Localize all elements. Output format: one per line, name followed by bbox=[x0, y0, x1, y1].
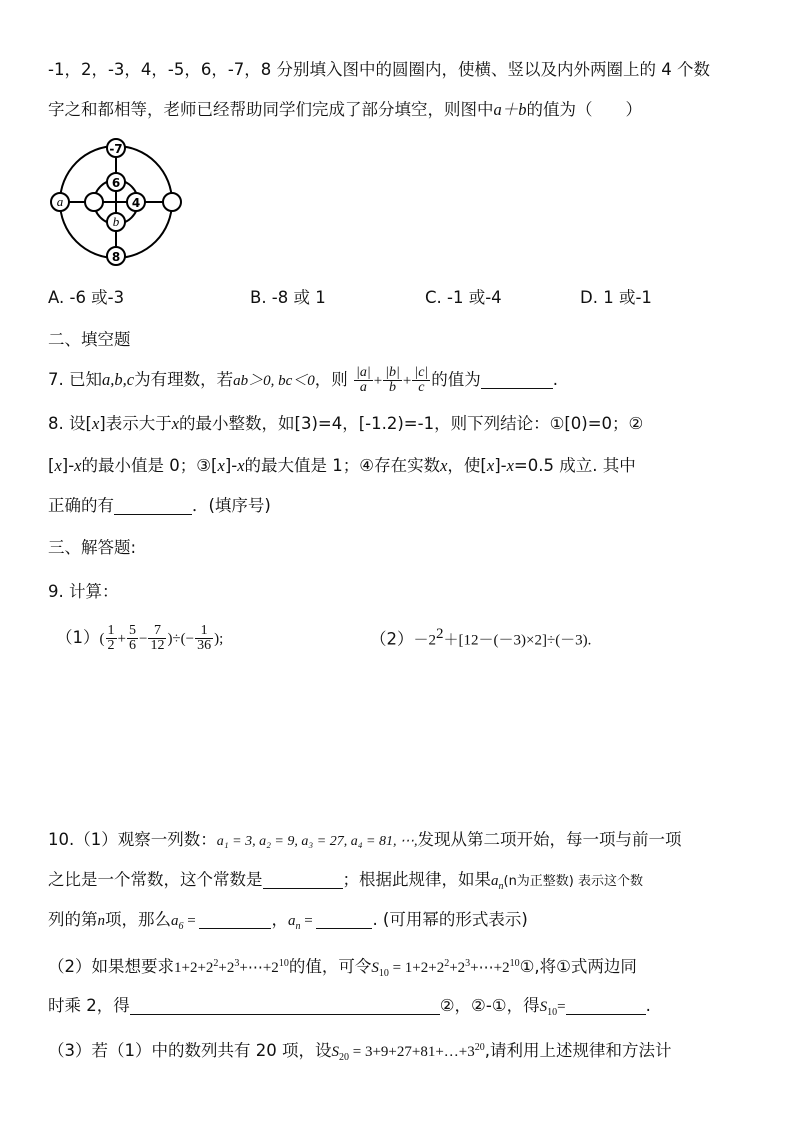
node-inner-bottom bbox=[107, 213, 125, 231]
q10-line4: （2）如果想要求$1+2+2^2+2^3+\cdots+2^{10}$的值，可令$S_{10}$ = $1+2+2^2+2^3+\cdots+2^{10}①$,将①式两边同 bbox=[48, 957, 637, 979]
node-left bbox=[51, 193, 69, 211]
answer-blank[interactable] bbox=[316, 910, 372, 929]
q9-part2: $(2)-2^2+[12-(-3)\times 2]\div(-3)$. bbox=[370, 626, 592, 649]
svg-text:a: a bbox=[56, 194, 64, 209]
node-left-inner bbox=[85, 193, 103, 211]
section-fill-blank-title: 二、填空题 bbox=[48, 330, 131, 349]
q10-line6: （3）若（1）中的数列共有 20 项，设$S_{20}$ = $3+9+27+81+\dots+3^{20}$,请利用上述规律和方法计 bbox=[48, 1041, 672, 1063]
answer-blank[interactable] bbox=[263, 870, 343, 889]
option-d: D. 1 或-1 bbox=[580, 288, 652, 307]
q6-line1: -1，2，-3，4，-5，6，-7，8 分别填入图中的圆圈内，使横、竖以及内外两圈上的 4 个数 bbox=[48, 60, 711, 79]
answer-blank[interactable] bbox=[566, 996, 646, 1015]
answer-blank[interactable] bbox=[130, 996, 440, 1015]
option-a: A. -6 或-3 bbox=[48, 288, 125, 307]
q6-line2: 字之和都相等，老师已经帮助同学们完成了部分填空，则图中a＋b的值为（ ） bbox=[48, 100, 642, 119]
answer-blank[interactable] bbox=[481, 370, 553, 389]
q8-line1: 8. 设[x]表示大于x的最小整数，如[3)=4，[-1.2)=-1，则下列结论：①[0)=0；② bbox=[48, 414, 644, 433]
option-b: B. -8 或 1 bbox=[250, 288, 326, 307]
node-right bbox=[163, 193, 181, 211]
q10-line3: 列的第n项，那么$a_6$ = ，$a_n$ = . (可用幂的形式表示) bbox=[48, 910, 528, 932]
node-top bbox=[107, 139, 125, 157]
svg-text:-7: -7 bbox=[109, 142, 123, 156]
answer-blank[interactable] bbox=[114, 496, 192, 515]
section-solve-title: 三、解答题: bbox=[48, 538, 137, 557]
option-c: C. -1 或-4 bbox=[425, 288, 502, 307]
q10-line5: 时乘 2，得 ②，②-①，得$S_{10}=$ . bbox=[48, 996, 651, 1018]
q9-title: 9. 计算： bbox=[48, 582, 119, 601]
answer-blank[interactable] bbox=[199, 910, 271, 929]
fraction-a: $\frac{|a|}{a}$ bbox=[356, 365, 371, 395]
fraction-b: $\frac{|b|}{b}$ bbox=[385, 365, 400, 395]
q8-line2: [x]-x的最小值是 0；③[x]-x的最大值是 1；④存在实数x，使[x]-x=0.5 成立. 其中 bbox=[48, 456, 636, 475]
q8-line3: 正确的有 ．(填序号) bbox=[48, 496, 271, 515]
q9-part1: （1）( $\frac{1}{2}$ + $\frac{5}{6}$ − $\frac{7}{12}$ )÷(− $\frac{1}{36}$ ); bbox=[56, 623, 224, 653]
svg-text:8: 8 bbox=[111, 250, 121, 264]
svg-text:4: 4 bbox=[131, 196, 141, 210]
node-inner-top bbox=[107, 173, 125, 191]
svg-text:6: 6 bbox=[111, 176, 121, 190]
node-bottom bbox=[107, 247, 125, 265]
svg-text:b: b bbox=[112, 214, 120, 229]
circle-number-diagram bbox=[44, 136, 194, 268]
fraction-c: $\frac{|c|}{c}$ bbox=[414, 365, 429, 395]
q10-line2: 之比是一个常数，这个常数是 ；根据此规律，如果$a_n(n$为正整数) 表示这个数 bbox=[48, 870, 644, 892]
q10-line1: 10.（1）观察一列数：a₁ = 3, a₂ = 9, a₃ = 27, a₄ = 81, ⋯,发现从第二项开始，每一项与前一项 bbox=[48, 830, 682, 849]
node-inner-right bbox=[127, 193, 145, 211]
q7-line: 7. 已知a,b,c为有理数，若ab＞0, bc＜0，则 $\frac{|a|}{a}$ + $\frac{|b|}{b}$ + $\frac{|c|}{c}$ 的值为 . bbox=[48, 365, 559, 395]
